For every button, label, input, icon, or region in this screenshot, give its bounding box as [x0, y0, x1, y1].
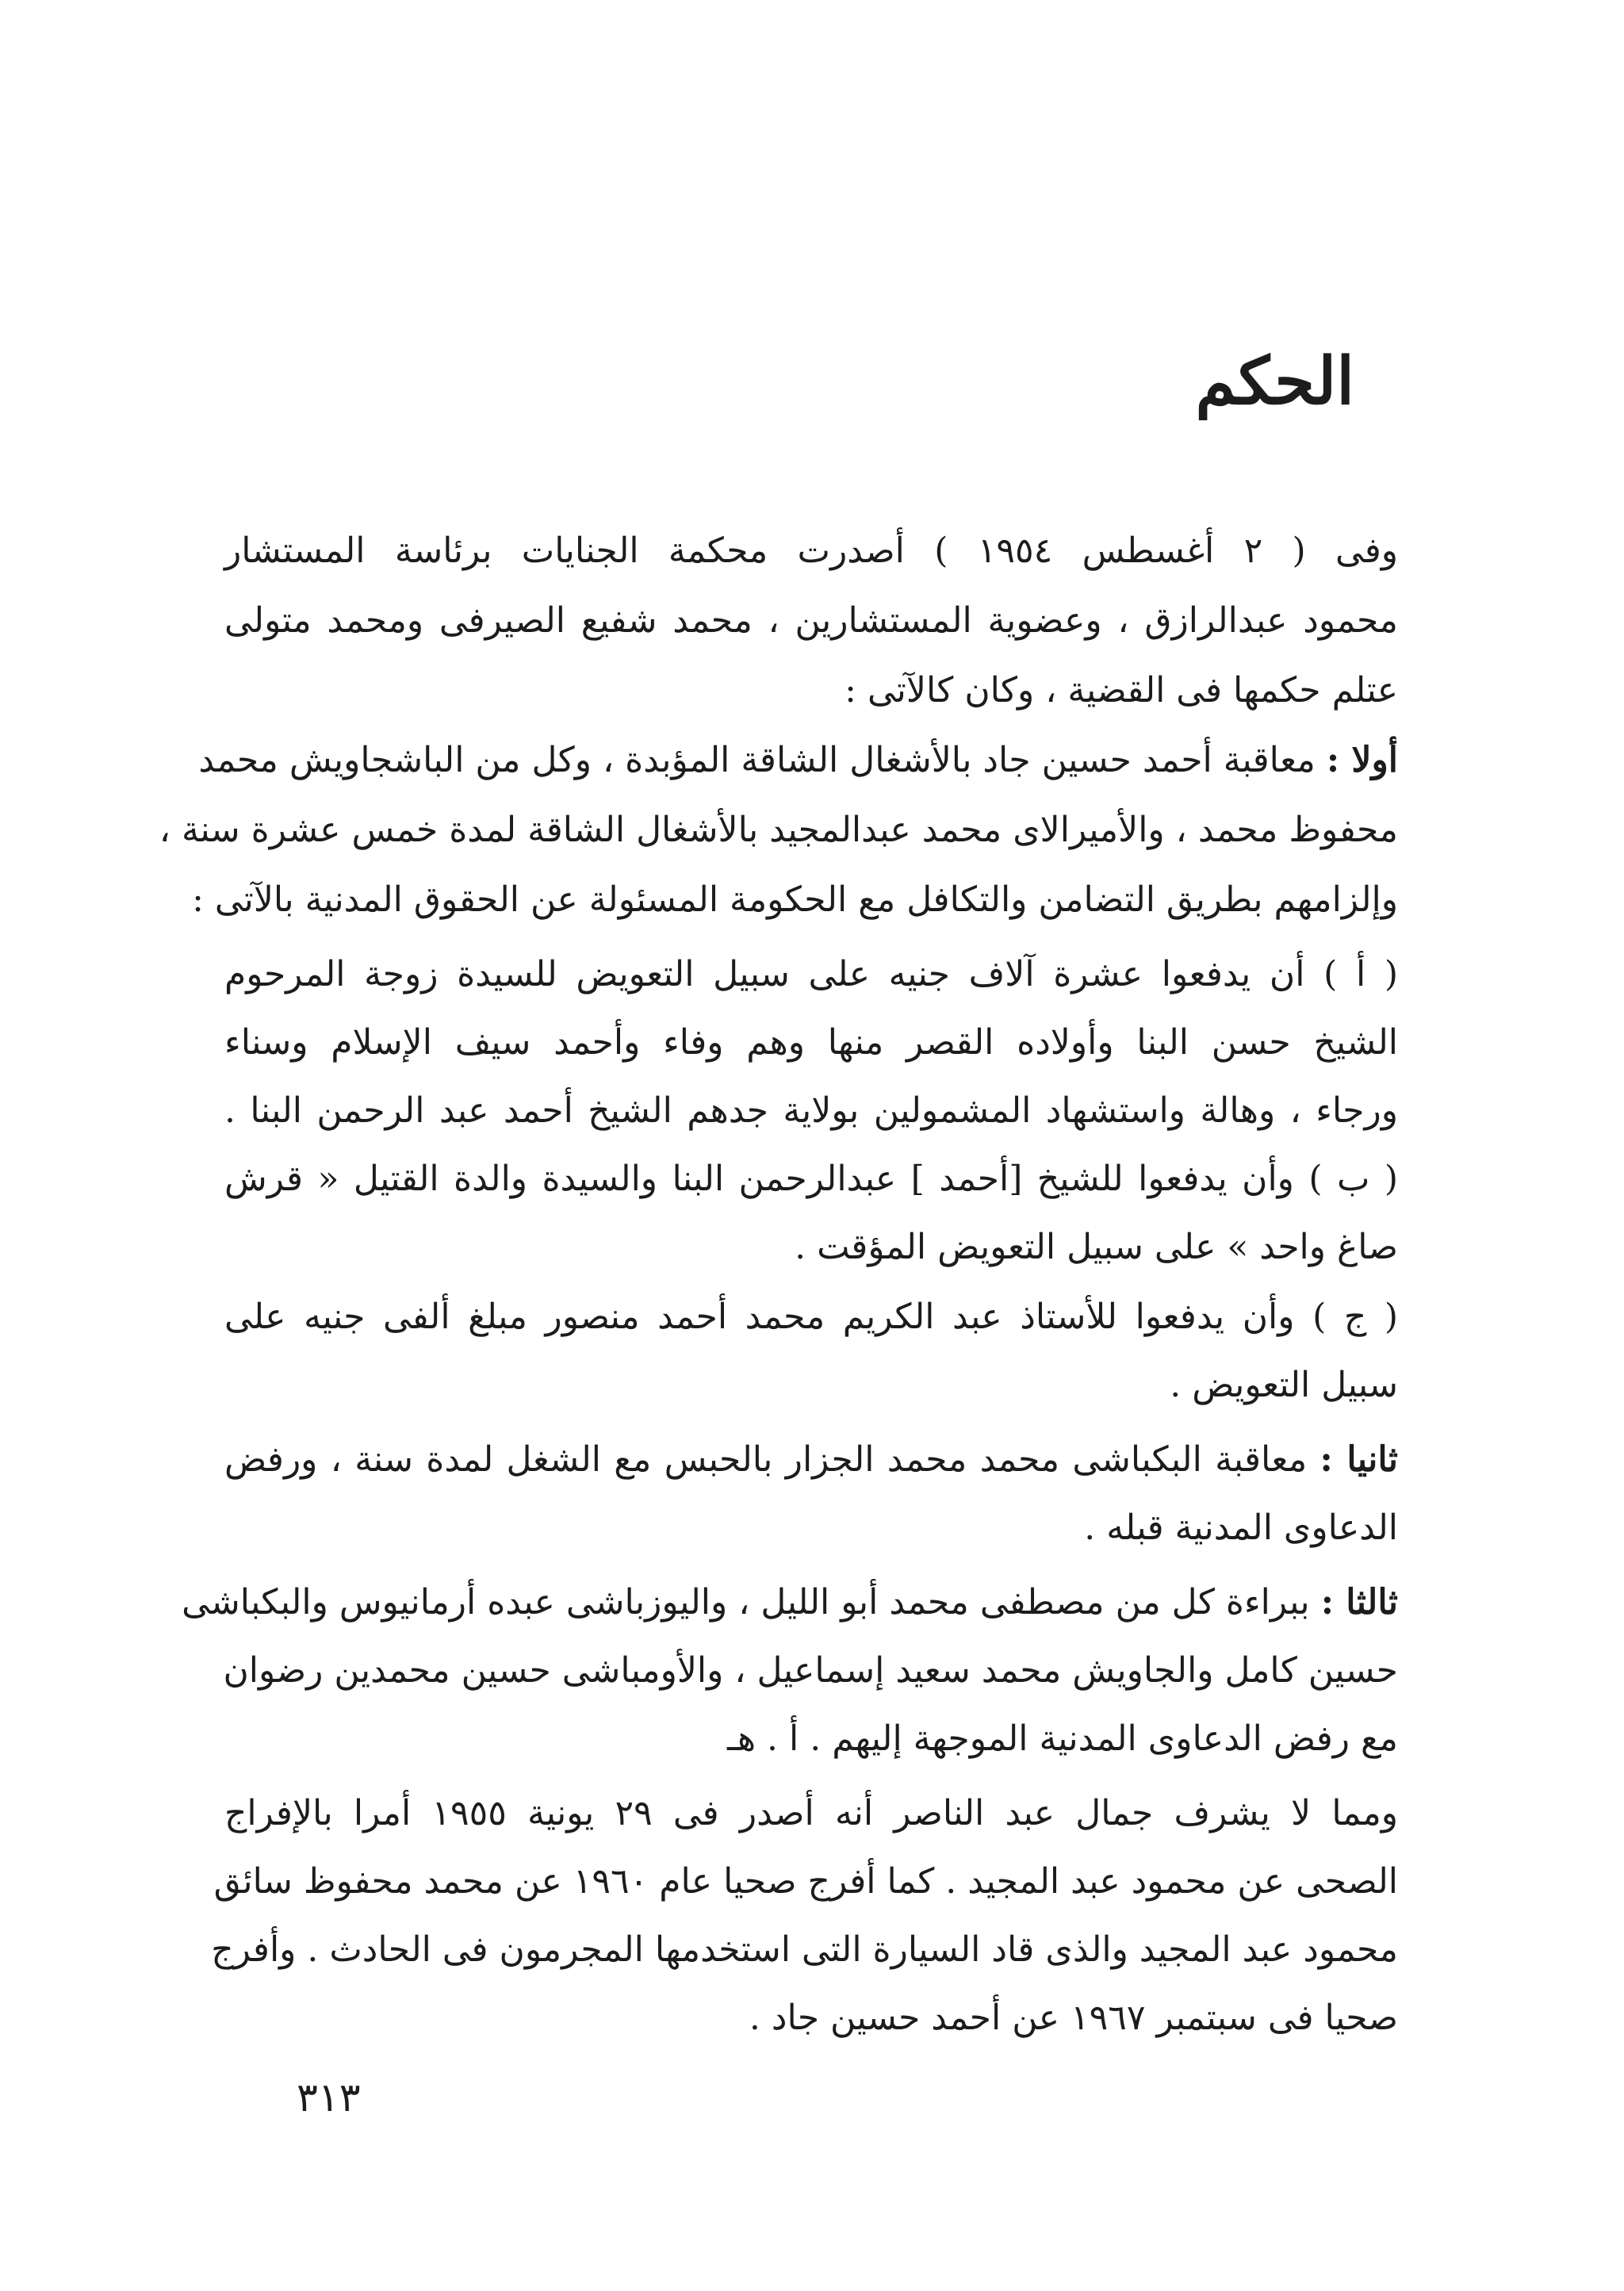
paragraph-6-lead: ثانيا : [1320, 1439, 1398, 1480]
paragraph-7-line-1 [182, 1582, 1398, 1623]
paragraph-1-line-1: وفى ( ٢ أغسطس ١٩٥٤ ) أصدرت محكمة الجنايات برئاسة المستشار [224, 531, 1399, 571]
paragraph-5-line-2: سبيل التعويض . [1170, 1365, 1398, 1405]
paragraph-2-lead: أولا : [1326, 740, 1398, 780]
paragraph-7-line-3: مع رفض الدعاوى المدنية الموجهة إليهم . أ . هـ [726, 1718, 1398, 1759]
paragraph-2-line-2: محفوظ محمد ، والأميرالاى محمد عبدالمجيد بالأشغال الشاقة لمدة خمس عشرة سنة ، [159, 810, 1398, 850]
paragraph-8-line-1: ومما لا يشرف جمال عبد الناصر أنه أصدر فى ٢٩ يونية ١٩٥٥ أمرا بالإفراج [224, 1793, 1399, 1833]
paragraph-3-line-3: ورجاء ، وهالة واستشهاد المشمولين بولاية جدهم الشيخ أحمد عبد الرحمن البنا . [224, 1090, 1398, 1131]
paragraph-1-line-2: محمود عبدالرازق ، وعضوية المستشارين ، محمد شفيع الصيرفى ومحمد متولى [224, 600, 1398, 641]
page-number: ٣١٣ [297, 2075, 361, 2121]
page-title: الحكم [1195, 343, 1354, 420]
paragraph-6-line-1 [224, 1440, 1398, 1481]
paragraph-5-line-1: ( ج ) وأن يدفعوا للأستاذ عبد الكريم محمد أحمد منصور مبلغ ألفى جنيه على [224, 1297, 1398, 1337]
paragraph-8-line-3: محمود عبد المجيد والذى قاد السيارة التى استخدمها المجرمون فى الحادث . وأفرج [211, 1929, 1398, 1970]
paragraph-6-line-2: الدعاوى المدنية قبله . [1084, 1508, 1398, 1548]
paragraph-3-line-1: ( أ ) أن يدفعوا عشرة آلاف جنيه على سبيل التعويض للسيدة زوجة المرحوم [224, 954, 1398, 994]
paragraph-2-line-1 [198, 740, 1398, 781]
paragraph-1-line-3: عتلم حكمها فى القضية ، وكان كالآتى : [845, 670, 1398, 711]
paragraph-7-line-1-text: ببراءة كل من مصطفى محمد أبو الليل ، واليوزباشى عبده أرمانيوس والبكباشى [182, 1582, 1310, 1622]
paragraph-8-line-4: صحيا فى سبتمبر ١٩٦٧ عن أحمد حسين جاد . [749, 1998, 1398, 2038]
paragraph-6-line-1-text: معاقبة البكباشى محمد محمد الجزار بالحبس مع الشغل لمدة سنة ، ورفض [224, 1439, 1308, 1480]
paragraph-7-line-2: حسين كامل والجاويش محمد سعيد إسماعيل ، والأومباشى حسين محمدين رضوان [223, 1650, 1398, 1691]
paragraph-4-line-2: صاغ واحد » على سبيل التعويض المؤقت . [795, 1227, 1398, 1267]
paragraph-2-line-1-text: معاقبة أحمد حسين جاد بالأشغال الشاقة المؤبدة ، وكل من الباشجاويش محمد [198, 740, 1316, 780]
paragraph-2-line-3: وإلزامهم بطريق التضامن والتكافل مع الحكومة المسئولة عن الحقوق المدنية بالآتى : [192, 879, 1398, 920]
paragraph-3-line-2: الشيخ حسن البنا وأولاده القصر منها وهم وفاء وأحمد سيف الإسلام وسناء [224, 1022, 1398, 1063]
paragraph-4-line-1: ( ب ) وأن يدفعوا للشيخ [أحمد ] عبدالرحمن البنا والسيدة والدة القتيل « قرش [224, 1159, 1398, 1199]
paragraph-7-lead: ثالثا : [1320, 1582, 1398, 1622]
paragraph-8-line-2: الصحى عن محمود عبد المجيد . كما أفرج صحيا عام ١٩٦٠ عن محمد محفوظ سائق [213, 1861, 1398, 1902]
